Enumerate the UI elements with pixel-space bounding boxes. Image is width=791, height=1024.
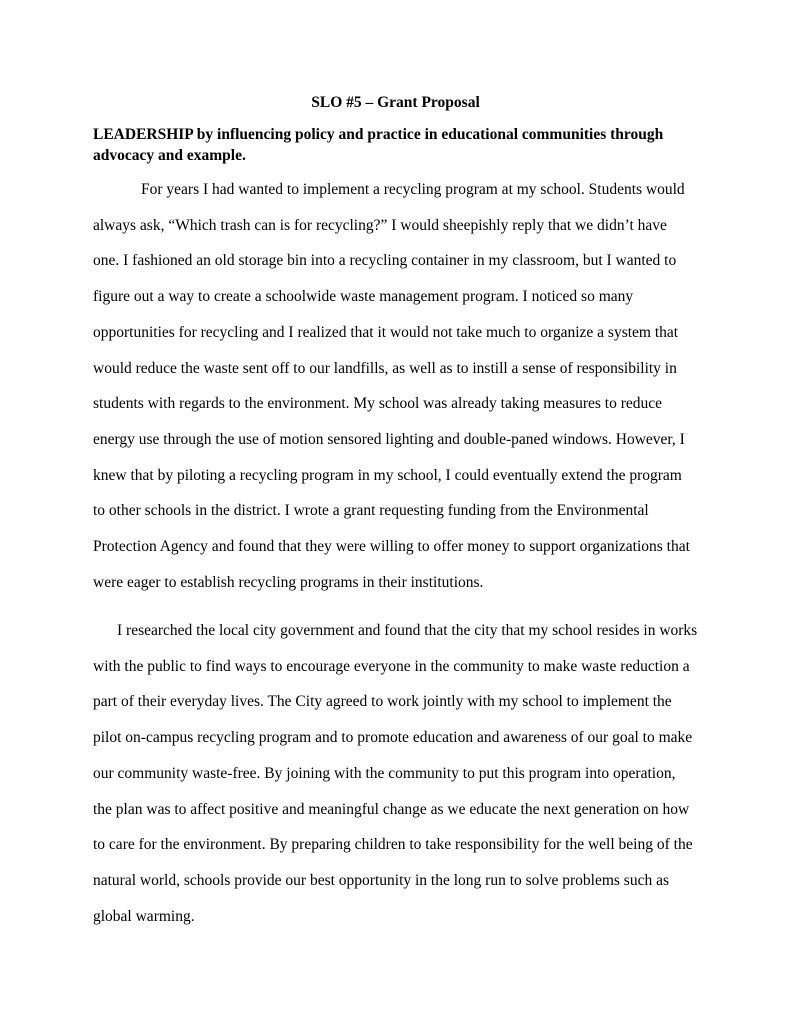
section-heading-line: LEADERSHIP by influencing policy and practice in educational communities through <box>93 126 664 143</box>
paragraph-line: figure out a way to create a schoolwide waste management program. I noticed so many <box>93 288 634 306</box>
paragraph-line: our community waste-free. By joining with the community to put this program into operation, <box>93 764 676 782</box>
paragraph-line: with the public to find ways to encourage everyone in the community to make waste reduction a <box>93 657 690 675</box>
paragraph-line: I researched the local city government and found that the city that my school resides in works <box>117 622 698 639</box>
document-title: SLO #5 – Grant Proposal <box>311 94 480 111</box>
paragraph-line: to other schools in the district. I wrote a grant requesting funding from the Environmental <box>93 502 649 520</box>
paragraph-line: part of their everyday lives. The City agreed to work jointly with my school to implement the <box>93 693 672 711</box>
paragraph-2 <box>93 613 713 934</box>
paragraph-line: energy use through the use of motion sensored lighting and double-paned windows. However, I <box>93 430 685 448</box>
paragraph-line: global warming. <box>93 907 195 925</box>
paragraph-line: knew that by piloting a recycling program in my school, I could eventually extend the program <box>93 466 682 484</box>
paragraph-1 <box>93 172 713 600</box>
section-heading <box>93 125 703 166</box>
paragraph-line: pilot on-campus recycling program and to promote education and awareness of our goal to make <box>93 729 693 747</box>
paragraph-line: were eager to establish recycling programs in their institutions. <box>93 573 484 591</box>
paragraph-line: one. I fashioned an old storage bin into a recycling container in my classroom, but I wanted to <box>93 252 677 270</box>
paragraph-line: Protection Agency and found that they were willing to offer money to support organizations that <box>93 538 690 556</box>
section-heading-line: advocacy and example. <box>93 146 246 164</box>
paragraph-line: opportunities for recycling and I realized that it would not take much to organize a system that <box>93 323 679 341</box>
paragraph-line: to care for the environment. By preparing children to take responsibility for the well being of the <box>93 836 693 854</box>
paragraph-line: students with regards to the environment. My school was already taking measures to reduce <box>93 395 663 413</box>
paragraph-line: the plan was to affect positive and meaningful change as we educate the next generation on how <box>93 800 690 818</box>
paragraph-line: For years I had wanted to implement a recycling program at my school. Students would <box>141 181 685 198</box>
paragraph-line: natural world, schools provide our best opportunity in the long run to solve problems such as <box>93 871 669 889</box>
paragraph-line: would reduce the waste sent off to our landfills, as well as to instill a sense of responsibility in <box>93 359 677 377</box>
paragraph-line: always ask, “Which trash can is for recycling?” I would sheepishly reply that we didn’t have <box>93 216 667 234</box>
